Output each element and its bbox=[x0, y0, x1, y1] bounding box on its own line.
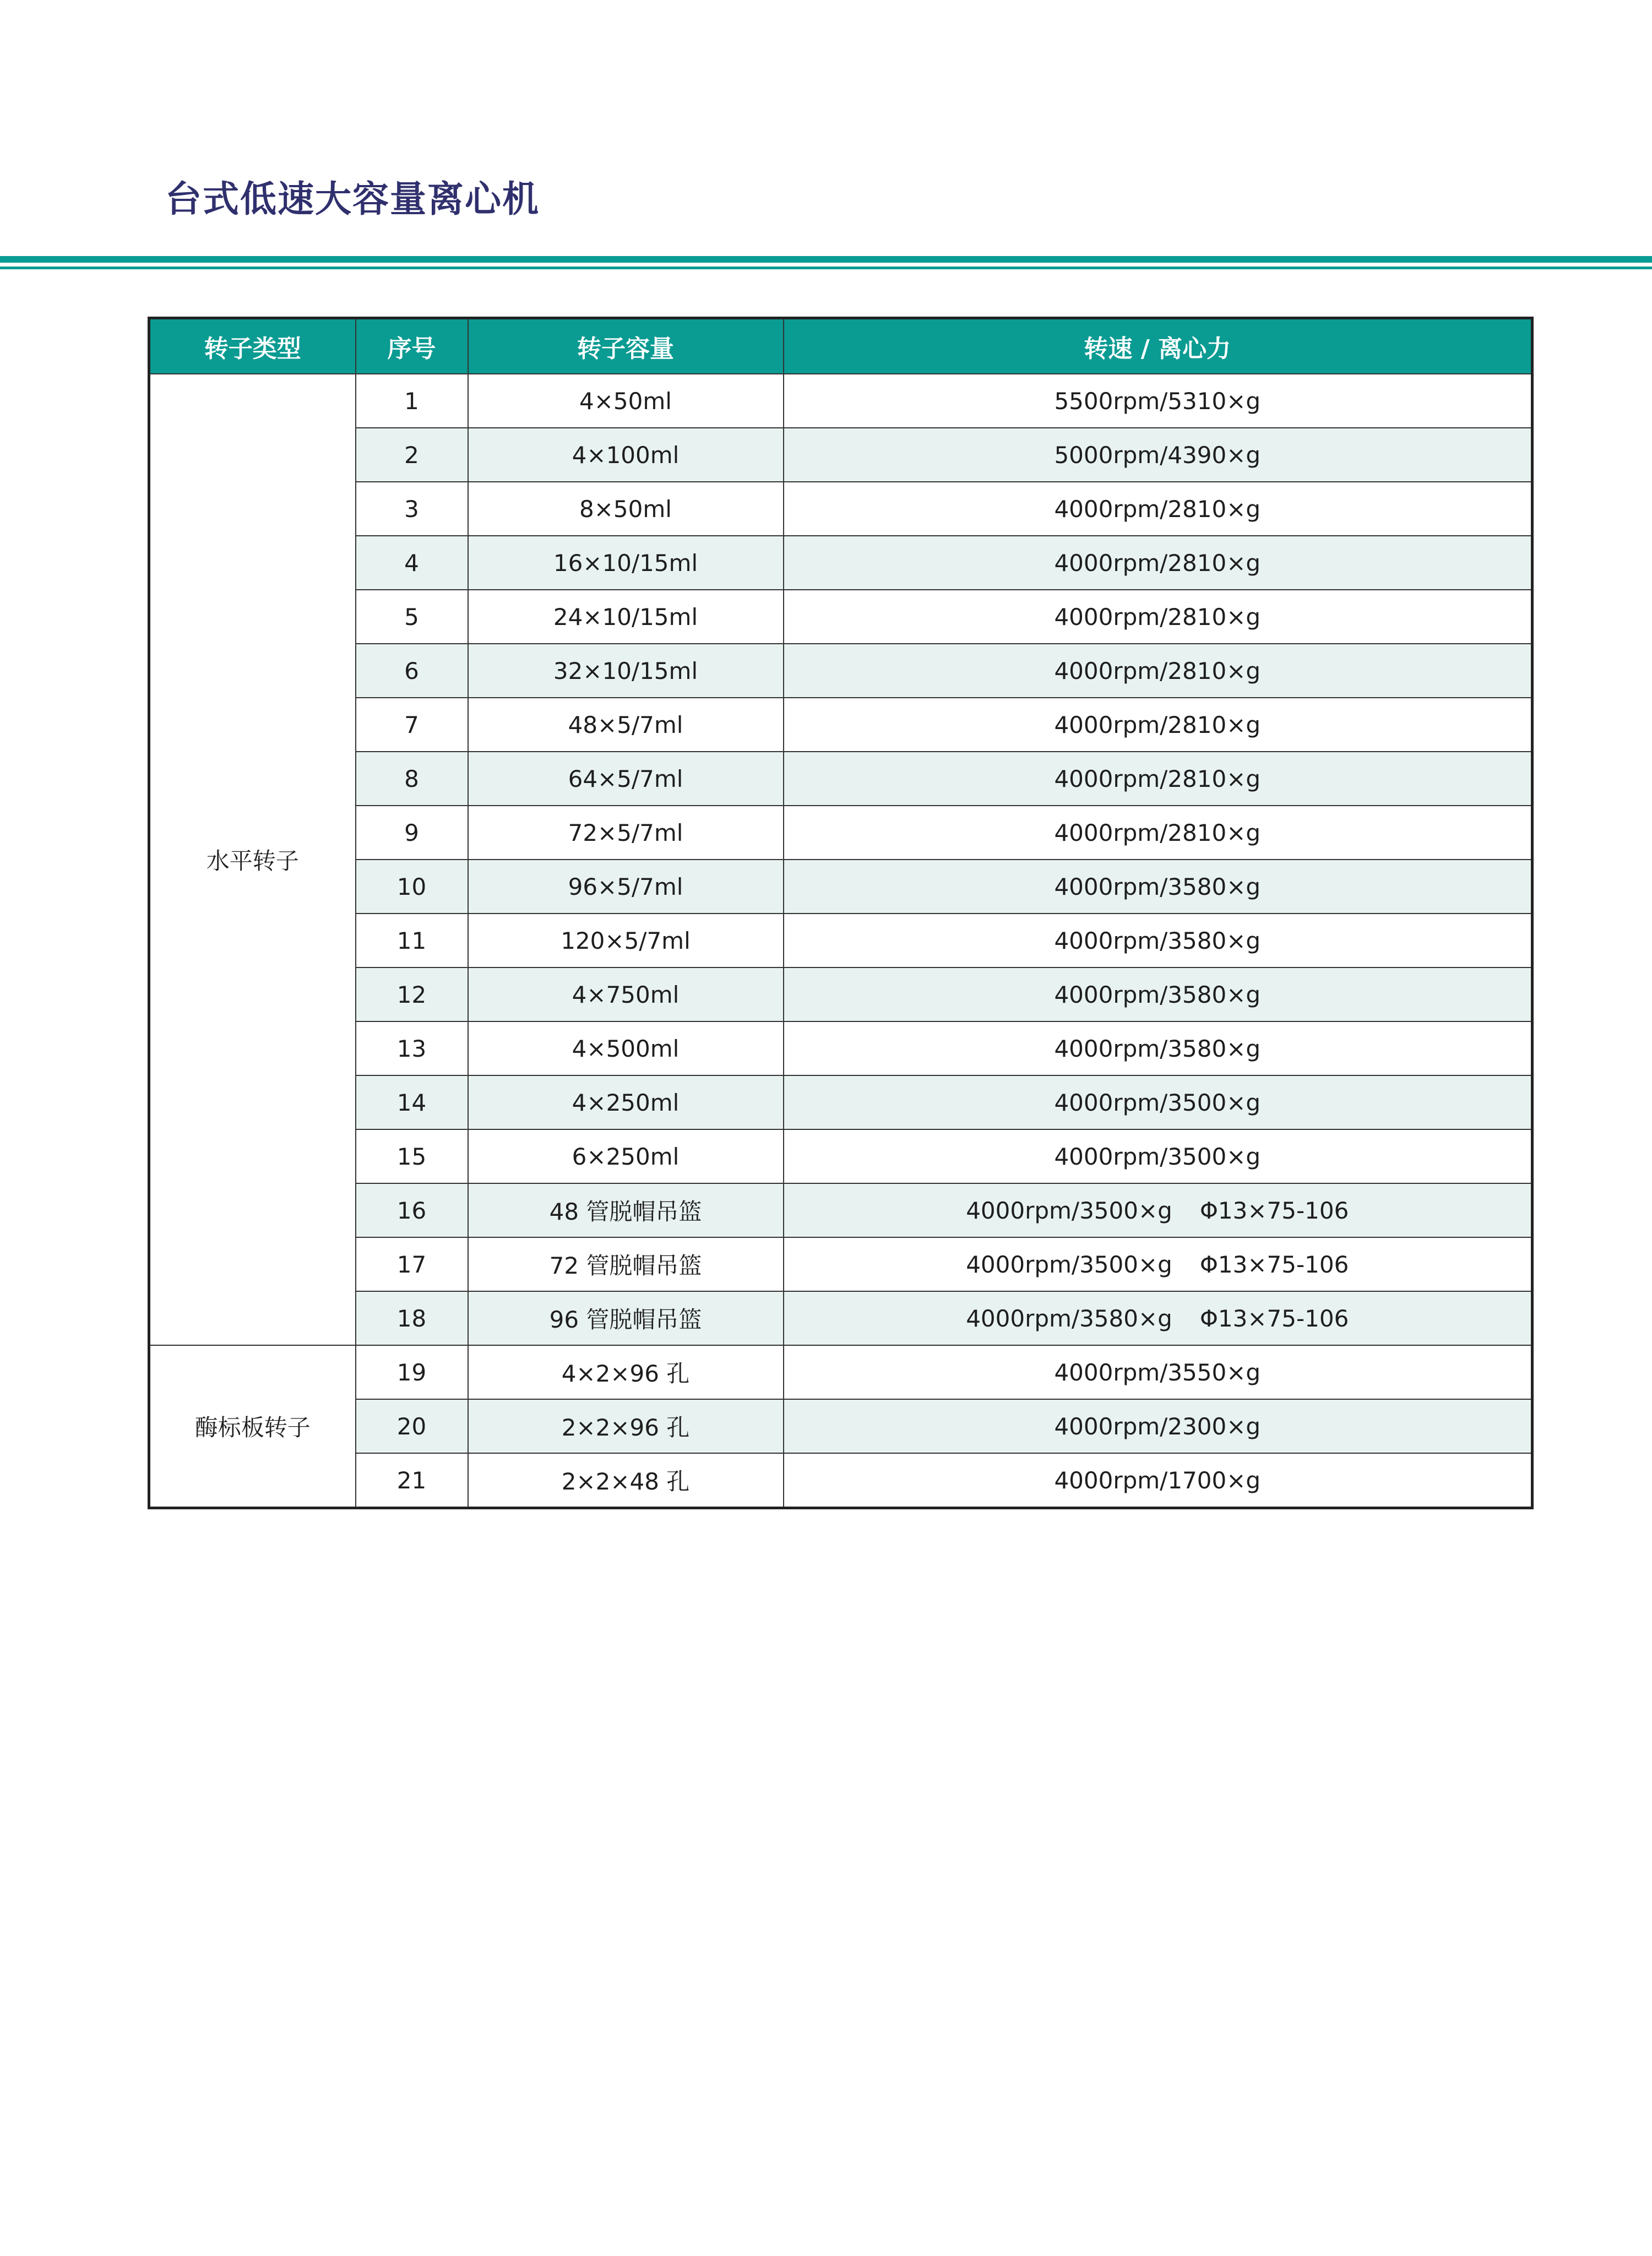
capacity-cell: 4×500ml bbox=[468, 1021, 784, 1075]
rotor-type-cell: 水平转子 bbox=[149, 374, 356, 1345]
table-row bbox=[149, 1183, 1533, 1237]
capacity-cell: 48×5/7ml bbox=[468, 698, 784, 752]
capacity-cell: 72 管脱帽吊篮 bbox=[468, 1237, 784, 1291]
table-row bbox=[149, 860, 1533, 914]
speed-cell bbox=[784, 644, 1533, 698]
speed-cell bbox=[784, 1399, 1533, 1453]
table-row bbox=[149, 698, 1533, 752]
tube-spec-value: Φ13×75-106 bbox=[1199, 1304, 1349, 1332]
table-row bbox=[149, 1345, 1533, 1399]
speed-cell bbox=[784, 482, 1533, 536]
speed-value: 4000rpm/3500×g bbox=[1054, 1089, 1261, 1116]
speed-value: 4000rpm/3580×g bbox=[966, 1304, 1172, 1332]
capacity-cell: 48 管脱帽吊篮 bbox=[468, 1183, 784, 1237]
capacity-cell: 4×750ml bbox=[468, 967, 784, 1021]
table-header-row bbox=[149, 318, 1533, 374]
table-row bbox=[149, 1021, 1533, 1075]
index-cell: 10 bbox=[356, 860, 468, 914]
table-row bbox=[149, 1237, 1533, 1291]
rotor-spec-table bbox=[148, 317, 1534, 1509]
capacity-cell: 24×10/15ml bbox=[468, 590, 784, 644]
tube-spec-value: Φ13×75-106 bbox=[1199, 1197, 1349, 1224]
speed-cell bbox=[784, 1453, 1533, 1508]
speed-value: 4000rpm/2810×g bbox=[1054, 657, 1261, 684]
speed-value: 4000rpm/3550×g bbox=[1054, 1358, 1261, 1386]
index-cell: 16 bbox=[356, 1183, 468, 1237]
capacity-cell: 4×100ml bbox=[468, 428, 784, 482]
capacity-cell: 2×2×96 孔 bbox=[468, 1399, 784, 1453]
speed-cell bbox=[784, 1183, 1533, 1237]
header-rule-thin bbox=[0, 267, 1652, 269]
index-cell: 9 bbox=[356, 806, 468, 860]
speed-value: 4000rpm/2810×g bbox=[1054, 495, 1261, 523]
index-cell: 1 bbox=[356, 374, 468, 428]
index-cell: 5 bbox=[356, 590, 468, 644]
table-row bbox=[149, 1075, 1533, 1129]
speed-cell bbox=[784, 428, 1533, 482]
header-index: 序号 bbox=[356, 318, 468, 374]
table-row bbox=[149, 374, 1533, 428]
index-cell: 14 bbox=[356, 1075, 468, 1129]
header-speed: 转速 / 离心力 bbox=[784, 318, 1533, 374]
speed-cell bbox=[784, 1345, 1533, 1399]
speed-value: 4000rpm/2810×g bbox=[1054, 603, 1261, 630]
index-cell: 21 bbox=[356, 1453, 468, 1508]
index-cell: 8 bbox=[356, 752, 468, 806]
table-row bbox=[149, 1129, 1533, 1183]
capacity-cell: 16×10/15ml bbox=[468, 536, 784, 590]
table-row bbox=[149, 1291, 1533, 1345]
capacity-cell: 6×250ml bbox=[468, 1129, 784, 1183]
capacity-cell: 8×50ml bbox=[468, 482, 784, 536]
speed-value: 5000rpm/4390×g bbox=[1054, 441, 1261, 469]
table-row bbox=[149, 806, 1533, 860]
index-cell: 18 bbox=[356, 1291, 468, 1345]
table-row bbox=[149, 536, 1533, 590]
speed-value: 4000rpm/2810×g bbox=[1054, 549, 1261, 577]
index-cell: 3 bbox=[356, 482, 468, 536]
speed-value: 4000rpm/2810×g bbox=[1054, 819, 1261, 846]
rotor-type-cell: 酶标板转子 bbox=[149, 1345, 356, 1508]
speed-cell bbox=[784, 1021, 1533, 1075]
header-rule-thick bbox=[0, 256, 1652, 263]
tube-spec-value: Φ13×75-106 bbox=[1199, 1251, 1349, 1278]
speed-cell bbox=[784, 536, 1533, 590]
index-cell: 17 bbox=[356, 1237, 468, 1291]
table-body bbox=[149, 374, 1533, 1508]
speed-cell bbox=[784, 1075, 1533, 1129]
header-rotor-type: 转子类型 bbox=[149, 318, 356, 374]
table-row bbox=[149, 1453, 1533, 1508]
speed-value: 4000rpm/2810×g bbox=[1054, 765, 1261, 792]
capacity-cell: 32×10/15ml bbox=[468, 644, 784, 698]
speed-value: 4000rpm/3580×g bbox=[1054, 873, 1261, 900]
speed-cell bbox=[784, 590, 1533, 644]
index-cell: 2 bbox=[356, 428, 468, 482]
index-cell: 4 bbox=[356, 536, 468, 590]
speed-cell bbox=[784, 752, 1533, 806]
capacity-cell: 2×2×48 孔 bbox=[468, 1453, 784, 1508]
table-row bbox=[149, 752, 1533, 806]
index-cell: 7 bbox=[356, 698, 468, 752]
index-cell: 11 bbox=[356, 914, 468, 967]
speed-cell bbox=[784, 860, 1533, 914]
table-row bbox=[149, 914, 1533, 967]
page-title: 台式低速大容量离心机 bbox=[165, 178, 540, 220]
speed-cell bbox=[784, 1237, 1533, 1291]
speed-value: 4000rpm/3580×g bbox=[1054, 981, 1261, 1008]
speed-value: 4000rpm/1700×g bbox=[1054, 1466, 1261, 1494]
speed-cell bbox=[784, 1291, 1533, 1345]
speed-value: 4000rpm/2810×g bbox=[1054, 711, 1261, 738]
capacity-cell: 96×5/7ml bbox=[468, 860, 784, 914]
table-row bbox=[149, 590, 1533, 644]
index-cell: 13 bbox=[356, 1021, 468, 1075]
speed-cell bbox=[784, 806, 1533, 860]
speed-cell bbox=[784, 967, 1533, 1021]
capacity-cell: 4×250ml bbox=[468, 1075, 784, 1129]
index-cell: 19 bbox=[356, 1345, 468, 1399]
table-row bbox=[149, 482, 1533, 536]
speed-value: 4000rpm/2300×g bbox=[1054, 1412, 1261, 1440]
capacity-cell: 72×5/7ml bbox=[468, 806, 784, 860]
speed-value: 4000rpm/3500×g bbox=[966, 1197, 1172, 1224]
capacity-cell: 4×50ml bbox=[468, 374, 784, 428]
index-cell: 12 bbox=[356, 967, 468, 1021]
table-row bbox=[149, 644, 1533, 698]
table-row bbox=[149, 428, 1533, 482]
capacity-cell: 4×2×96 孔 bbox=[468, 1345, 784, 1399]
speed-value: 4000rpm/3580×g bbox=[1054, 927, 1261, 954]
index-cell: 15 bbox=[356, 1129, 468, 1183]
speed-value: 4000rpm/3500×g bbox=[966, 1251, 1172, 1278]
speed-value: 4000rpm/3500×g bbox=[1054, 1143, 1261, 1170]
capacity-cell: 64×5/7ml bbox=[468, 752, 784, 806]
table-row bbox=[149, 1399, 1533, 1453]
speed-value: 4000rpm/3580×g bbox=[1054, 1035, 1261, 1062]
header-capacity: 转子容量 bbox=[468, 318, 784, 374]
capacity-cell: 96 管脱帽吊篮 bbox=[468, 1291, 784, 1345]
index-cell: 20 bbox=[356, 1399, 468, 1453]
speed-cell bbox=[784, 698, 1533, 752]
speed-cell bbox=[784, 914, 1533, 967]
capacity-cell: 120×5/7ml bbox=[468, 914, 784, 967]
speed-cell bbox=[784, 374, 1533, 428]
table-row bbox=[149, 967, 1533, 1021]
speed-value: 5500rpm/5310×g bbox=[1054, 387, 1261, 415]
speed-cell bbox=[784, 1129, 1533, 1183]
index-cell: 6 bbox=[356, 644, 468, 698]
